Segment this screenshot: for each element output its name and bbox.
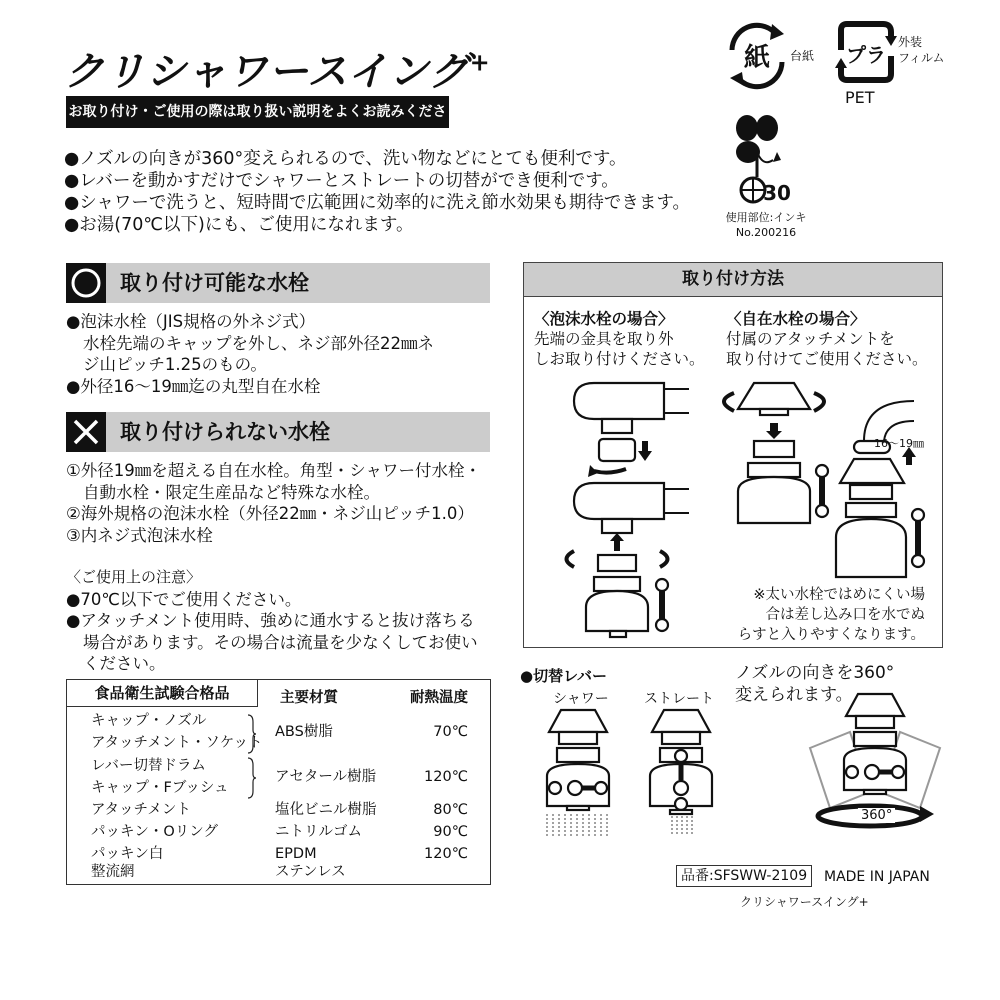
brace-icon (247, 714, 257, 754)
ink-number: No.200216 (735, 226, 797, 239)
mode-straight-label: ストレート (644, 691, 714, 707)
footer-product-name: クリシャワースイング+ (740, 895, 869, 909)
straight-mode-diagram (648, 708, 718, 840)
svg-text:30: 30 (763, 181, 791, 205)
shower-mode-diagram (545, 708, 615, 840)
diameter-label: 16～19㎜ (874, 437, 924, 450)
incompatible-heading (66, 412, 490, 452)
product-code: 品番:SFSWW-2109 (676, 865, 812, 887)
compatible-heading (66, 263, 490, 303)
aerator-install-diagram (554, 381, 714, 641)
part-name: パッキン・Oリング (91, 824, 218, 840)
installation-panel (523, 262, 943, 648)
aerator-line: しお取り付けください。 (534, 350, 705, 368)
note-line: ※太い水栓ではめにくい場 (753, 587, 925, 603)
installation-note (729, 585, 925, 645)
circle-icon (66, 263, 106, 303)
mode-shower-label: シャワー (553, 691, 609, 707)
table-row-material (67, 766, 490, 788)
plastic-recycle-icon (833, 20, 898, 85)
material-name: ABS樹脂 (275, 724, 333, 740)
rotate-caption-line: 変えられます。 (735, 685, 853, 705)
table-row (67, 861, 490, 883)
part-name: キャップ・ノズル (91, 713, 207, 729)
swivel-instructions (726, 309, 928, 369)
title-text: クリシャワースイング (64, 49, 470, 95)
installation-heading: 取り付け方法 (524, 263, 942, 297)
warning-banner: お取り付け・ご使用の際は取り扱い説明をよくお読みください。 (66, 96, 449, 128)
temperature: 90℃ (433, 824, 468, 840)
caution-heading: 〈ご使用上の注意〉 (66, 568, 202, 586)
clover-icon (733, 112, 793, 212)
aerator-title: 〈泡沫水栓の場合〉 (534, 310, 674, 328)
caution-section (66, 567, 478, 675)
svg-text:プラ: プラ (846, 43, 886, 67)
swivel-line: 付属のアタッチメントを (726, 330, 895, 348)
origin-label: MADE IN JAPAN (824, 869, 930, 885)
compatible-item-detail: 水栓先端のキャップを外し、ネジ部外径22㎜ネ (83, 333, 434, 353)
temperature: 70℃ (433, 724, 468, 740)
caution-item: ●70℃以下でご使用ください。 (66, 589, 302, 609)
incompatible-list (66, 460, 481, 546)
caution-item-detail: ください。 (83, 654, 166, 673)
compatible-item: ●外径16～19㎜迄の丸型自在水栓 (66, 376, 321, 396)
paper-mark-label: 台紙 (790, 49, 815, 63)
temperature: 120℃ (424, 846, 468, 862)
title-suffix: + (469, 48, 491, 77)
paper-recycle-icon (722, 20, 792, 90)
part-name: レバー切替ドラム (91, 758, 206, 774)
part-name: キャップ・Fブッシュ (91, 780, 229, 796)
brace-icon (247, 757, 257, 799)
material-name: 塩化ビニル樹脂 (275, 802, 377, 818)
plastic-material: PET (845, 88, 875, 107)
material-name: ニトリルゴム (275, 824, 362, 840)
materials-table (66, 679, 491, 885)
swivel-install-diagram (714, 381, 944, 581)
lever-heading: ●切替レバー (520, 667, 608, 685)
column-header-temperature: 耐熱温度 (410, 690, 468, 706)
table-row (67, 799, 490, 821)
part-name: アタッチメント (91, 802, 191, 818)
temperature: 120℃ (424, 769, 468, 785)
incompatible-item: ③内ネジ式泡沫水栓 (66, 525, 213, 545)
compatible-heading-text: 取り付け可能な水栓 (120, 271, 309, 295)
aerator-instructions (534, 309, 705, 369)
incompatible-item-detail: 自動水栓・限定生産品など特殊な水栓。 (83, 482, 380, 502)
incompatible-item: ②海外規格の泡沫水栓（外径22㎜・ネジ山ピッチ1.0） (66, 504, 474, 523)
compatible-list (66, 311, 434, 397)
plastic-label-line1: 外装 (898, 35, 923, 49)
swivel-title: 〈自在水栓の場合〉 (726, 310, 866, 328)
material-name: アセタール樹脂 (275, 769, 377, 785)
feature-item: ●お湯(70℃以下)にも、ご使用になれます。 (64, 215, 414, 235)
feature-item: ●レバーを動かすだけでシャワーとストレートの切替ができ便利です。 (64, 171, 619, 191)
plastic-mark-label (898, 34, 945, 66)
incompatible-heading-text: 取り付けられない水栓 (120, 420, 330, 444)
compatible-item: ●泡沫水栓（JIS規格の外ネジ式） (66, 312, 316, 331)
ink-usage: 使用部位:インキ (725, 211, 807, 224)
plastic-label-line2: フィルム (898, 51, 945, 65)
temperature: 80℃ (433, 802, 468, 818)
swivel-line: 取り付けてご使用ください。 (726, 350, 928, 368)
table-row (67, 821, 490, 843)
caution-item: ●アタッチメント使用時、強めに通水すると抜け落ちる (66, 611, 475, 630)
cross-icon (66, 412, 106, 452)
feature-item: ●ノズルの向きが360°変えられるので、洗い物などにとても便利です。 (64, 149, 627, 169)
rotate-caption-line: ノズルの向きを360° (735, 663, 895, 683)
aerator-line: 先端の金具を取り外 (534, 330, 674, 348)
part-name: 整流網 (91, 864, 135, 880)
note-line: らすと入りやすくなります。 (737, 627, 925, 643)
product-title (64, 40, 491, 97)
part-name: アタッチメント・ソケット (91, 735, 263, 751)
ink-mark-caption (716, 210, 816, 240)
table-row-material (67, 721, 490, 743)
column-header-material: 主要材質 (280, 690, 338, 706)
part-name: パッキン白 (91, 846, 164, 862)
compatible-item-detail: ジ山ピッチ1.25のもの。 (83, 355, 267, 374)
feature-item: ●シャワーで洗うと、短時間で広範囲に効率的に洗え節水効果も期待できます。 (64, 193, 691, 213)
materials-table-title: 食品衛生試験合格品 (66, 679, 258, 707)
material-name: ステンレス (275, 864, 346, 880)
svg-text:紙: 紙 (743, 43, 771, 73)
rotation-badge: 360° (858, 808, 895, 823)
feature-list (64, 148, 690, 236)
material-name: EPDM (275, 846, 317, 862)
note-line: 合は差し込み口を水でぬ (765, 607, 925, 623)
caution-item-detail: 場合があります。その場合は流量を少なくしてお使い (83, 632, 478, 652)
incompatible-item: ①外径19㎜を超える自在水栓。角型・シャワー付水栓・ (66, 461, 481, 480)
